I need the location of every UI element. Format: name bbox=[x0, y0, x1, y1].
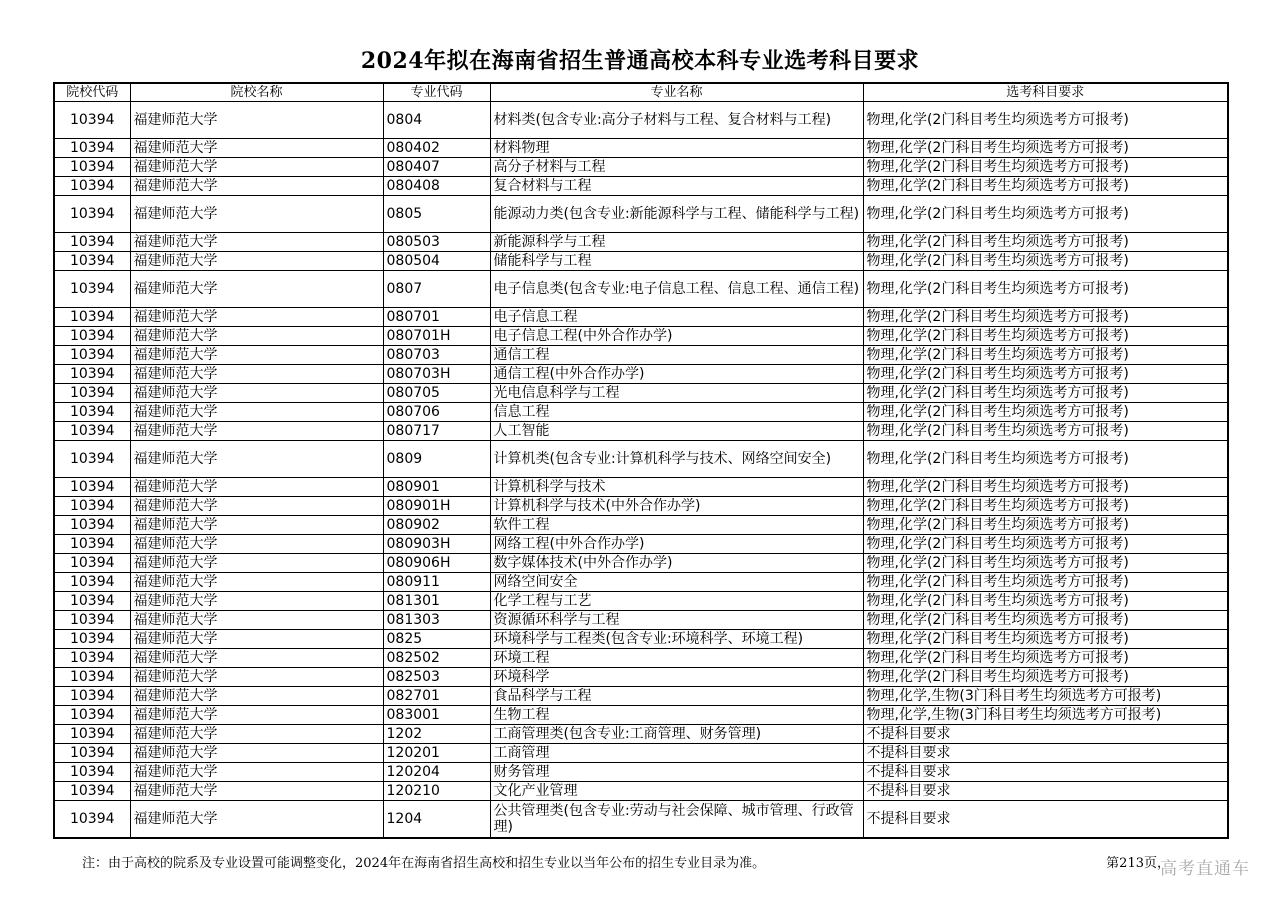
cell-school-code: 10394 bbox=[54, 725, 130, 744]
cell-school-name: 福建师范大学 bbox=[130, 365, 383, 384]
cell-subject-requirement: 物理,化学(2门科目考生均须选考方可报考) bbox=[863, 252, 1228, 271]
cell-subject-requirement: 物理,化学(2门科目考生均须选考方可报考) bbox=[863, 139, 1228, 158]
cell-school-name: 福建师范大学 bbox=[130, 516, 383, 535]
cell-major-code: 080903H bbox=[383, 535, 490, 554]
cell-school-code: 10394 bbox=[54, 668, 130, 687]
table-row bbox=[54, 611, 1228, 630]
cell-school-code: 10394 bbox=[54, 763, 130, 782]
cell-subject-requirement: 物理,化学(2门科目考生均须选考方可报考) bbox=[863, 308, 1228, 327]
table-row bbox=[54, 497, 1228, 516]
cell-school-code: 10394 bbox=[54, 497, 130, 516]
cell-subject-requirement: 物理,化学(2门科目考生均须选考方可报考) bbox=[863, 102, 1228, 139]
cell-major-code: 080408 bbox=[383, 177, 490, 196]
cell-school-name: 福建师范大学 bbox=[130, 403, 383, 422]
table-row bbox=[54, 346, 1228, 365]
cell-subject-requirement: 物理,化学(2门科目考生均须选考方可报考) bbox=[863, 196, 1228, 233]
cell-subject-requirement: 物理,化学,生物(3门科目考生均须选考方可报考) bbox=[863, 687, 1228, 706]
cell-school-code: 10394 bbox=[54, 687, 130, 706]
cell-major-name: 环境科学与工程类(包含专业:环境科学、环境工程) bbox=[490, 630, 863, 649]
cell-school-name: 福建师范大学 bbox=[130, 592, 383, 611]
cell-subject-requirement: 物理,化学(2门科目考生均须选考方可报考) bbox=[863, 516, 1228, 535]
cell-major-name: 通信工程 bbox=[490, 346, 863, 365]
cell-major-code: 082701 bbox=[383, 687, 490, 706]
table-row bbox=[54, 782, 1228, 801]
table-row bbox=[54, 308, 1228, 327]
cell-school-name: 福建师范大学 bbox=[130, 271, 383, 308]
cell-school-name: 福建师范大学 bbox=[130, 384, 383, 403]
cell-major-name: 文化产业管理 bbox=[490, 782, 863, 801]
cell-major-name: 财务管理 bbox=[490, 763, 863, 782]
cell-school-code: 10394 bbox=[54, 649, 130, 668]
cell-school-name: 福建师范大学 bbox=[130, 102, 383, 139]
cell-subject-requirement: 物理,化学(2门科目考生均须选考方可报考) bbox=[863, 554, 1228, 573]
cell-major-name: 计算机类(包含专业:计算机科学与技术、网络空间安全) bbox=[490, 441, 863, 478]
cell-major-name: 生物工程 bbox=[490, 706, 863, 725]
cell-school-name: 福建师范大学 bbox=[130, 441, 383, 478]
cell-major-name: 信息工程 bbox=[490, 403, 863, 422]
cell-major-name: 能源动力类(包含专业:新能源科学与工程、储能科学与工程) bbox=[490, 196, 863, 233]
cell-school-code: 10394 bbox=[54, 346, 130, 365]
table-row bbox=[54, 478, 1228, 497]
table-row bbox=[54, 233, 1228, 252]
cell-major-code: 080717 bbox=[383, 422, 490, 441]
cell-school-name: 福建师范大学 bbox=[130, 611, 383, 630]
cell-subject-requirement: 物理,化学(2门科目考生均须选考方可报考) bbox=[863, 441, 1228, 478]
cell-subject-requirement: 不提科目要求 bbox=[863, 801, 1228, 839]
cell-major-name: 公共管理类(包含专业:劳动与社会保障、城市管理、行政管理) bbox=[490, 801, 863, 839]
cell-major-code: 080902 bbox=[383, 516, 490, 535]
cell-school-code: 10394 bbox=[54, 782, 130, 801]
cell-subject-requirement: 物理,化学(2门科目考生均须选考方可报考) bbox=[863, 535, 1228, 554]
cell-school-name: 福建师范大学 bbox=[130, 706, 383, 725]
cell-major-code: 083001 bbox=[383, 706, 490, 725]
cell-subject-requirement: 物理,化学(2门科目考生均须选考方可报考) bbox=[863, 365, 1228, 384]
table-row bbox=[54, 441, 1228, 478]
cell-school-code: 10394 bbox=[54, 196, 130, 233]
cell-subject-requirement: 物理,化学(2门科目考生均须选考方可报考) bbox=[863, 177, 1228, 196]
cell-major-code: 080402 bbox=[383, 139, 490, 158]
cell-major-code: 0804 bbox=[383, 102, 490, 139]
cell-major-code: 082502 bbox=[383, 649, 490, 668]
cell-major-code: 080901 bbox=[383, 478, 490, 497]
cell-major-name: 工商管理 bbox=[490, 744, 863, 763]
cell-school-code: 10394 bbox=[54, 478, 130, 497]
cell-school-name: 福建师范大学 bbox=[130, 422, 383, 441]
cell-major-name: 环境科学 bbox=[490, 668, 863, 687]
cell-school-code: 10394 bbox=[54, 535, 130, 554]
cell-major-name: 资源循环科学与工程 bbox=[490, 611, 863, 630]
cell-school-code: 10394 bbox=[54, 308, 130, 327]
cell-school-code: 10394 bbox=[54, 573, 130, 592]
cell-subject-requirement: 物理,化学(2门科目考生均须选考方可报考) bbox=[863, 271, 1228, 308]
cell-major-name: 食品科学与工程 bbox=[490, 687, 863, 706]
table-row bbox=[54, 668, 1228, 687]
cell-school-code: 10394 bbox=[54, 516, 130, 535]
cell-school-code: 10394 bbox=[54, 744, 130, 763]
cell-major-code: 0809 bbox=[383, 441, 490, 478]
header-school-code: 院校代码 bbox=[54, 83, 130, 102]
table-row bbox=[54, 706, 1228, 725]
cell-subject-requirement: 物理,化学(2门科目考生均须选考方可报考) bbox=[863, 630, 1228, 649]
cell-school-code: 10394 bbox=[54, 422, 130, 441]
cell-subject-requirement: 物理,化学(2门科目考生均须选考方可报考) bbox=[863, 327, 1228, 346]
cell-major-name: 化学工程与工艺 bbox=[490, 592, 863, 611]
cell-school-code: 10394 bbox=[54, 384, 130, 403]
table-row bbox=[54, 177, 1228, 196]
cell-subject-requirement: 不提科目要求 bbox=[863, 782, 1228, 801]
table-row bbox=[54, 139, 1228, 158]
cell-major-code: 080901H bbox=[383, 497, 490, 516]
header-school-name: 院校名称 bbox=[130, 83, 383, 102]
cell-school-name: 福建师范大学 bbox=[130, 196, 383, 233]
cell-school-code: 10394 bbox=[54, 177, 130, 196]
table-row bbox=[54, 592, 1228, 611]
cell-subject-requirement: 物理,化学(2门科目考生均须选考方可报考) bbox=[863, 611, 1228, 630]
table-row bbox=[54, 744, 1228, 763]
cell-major-code: 081303 bbox=[383, 611, 490, 630]
table-header-row bbox=[54, 83, 1228, 102]
cell-major-code: 080701 bbox=[383, 308, 490, 327]
table-row bbox=[54, 725, 1228, 744]
cell-major-name: 计算机科学与技术(中外合作办学) bbox=[490, 497, 863, 516]
cell-school-name: 福建师范大学 bbox=[130, 801, 383, 839]
cell-school-code: 10394 bbox=[54, 158, 130, 177]
cell-major-code: 0807 bbox=[383, 271, 490, 308]
table-row bbox=[54, 158, 1228, 177]
table-row bbox=[54, 516, 1228, 535]
cell-major-name: 高分子材料与工程 bbox=[490, 158, 863, 177]
cell-subject-requirement: 物理,化学(2门科目考生均须选考方可报考) bbox=[863, 346, 1228, 365]
cell-subject-requirement: 物理,化学(2门科目考生均须选考方可报考) bbox=[863, 592, 1228, 611]
cell-school-code: 10394 bbox=[54, 630, 130, 649]
table-row bbox=[54, 365, 1228, 384]
footnote: 注：由于高校的院系及专业设置可能调整变化，2024年在海南省招生高校和招生专业以当年公布的招生专业目录为准。 bbox=[82, 856, 766, 871]
table-row bbox=[54, 535, 1228, 554]
cell-major-code: 0825 bbox=[383, 630, 490, 649]
requirements-table-container bbox=[53, 82, 1227, 839]
cell-major-code: 081301 bbox=[383, 592, 490, 611]
cell-major-code: 120204 bbox=[383, 763, 490, 782]
cell-subject-requirement: 物理,化学(2门科目考生均须选考方可报考) bbox=[863, 233, 1228, 252]
cell-major-code: 1202 bbox=[383, 725, 490, 744]
cell-school-name: 福建师范大学 bbox=[130, 233, 383, 252]
cell-school-name: 福建师范大学 bbox=[130, 252, 383, 271]
cell-major-name: 电子信息类(包含专业:电子信息工程、信息工程、通信工程) bbox=[490, 271, 863, 308]
cell-school-name: 福建师范大学 bbox=[130, 630, 383, 649]
cell-school-name: 福建师范大学 bbox=[130, 782, 383, 801]
table-row bbox=[54, 630, 1228, 649]
cell-major-name: 通信工程(中外合作办学) bbox=[490, 365, 863, 384]
cell-subject-requirement: 物理,化学(2门科目考生均须选考方可报考) bbox=[863, 384, 1228, 403]
cell-major-code: 080703H bbox=[383, 365, 490, 384]
cell-school-name: 福建师范大学 bbox=[130, 668, 383, 687]
cell-school-code: 10394 bbox=[54, 592, 130, 611]
table-row bbox=[54, 554, 1228, 573]
cell-major-code: 080706 bbox=[383, 403, 490, 422]
cell-school-code: 10394 bbox=[54, 233, 130, 252]
cell-subject-requirement: 不提科目要求 bbox=[863, 744, 1228, 763]
cell-major-name: 工商管理类(包含专业:工商管理、财务管理) bbox=[490, 725, 863, 744]
cell-school-code: 10394 bbox=[54, 139, 130, 158]
cell-school-name: 福建师范大学 bbox=[130, 346, 383, 365]
cell-school-name: 福建师范大学 bbox=[130, 497, 383, 516]
table-row bbox=[54, 327, 1228, 346]
cell-school-name: 福建师范大学 bbox=[130, 535, 383, 554]
table-row bbox=[54, 801, 1228, 839]
cell-major-code: 080703 bbox=[383, 346, 490, 365]
cell-school-name: 福建师范大学 bbox=[130, 554, 383, 573]
cell-subject-requirement: 物理,化学(2门科目考生均须选考方可报考) bbox=[863, 478, 1228, 497]
cell-school-code: 10394 bbox=[54, 554, 130, 573]
cell-school-code: 10394 bbox=[54, 611, 130, 630]
cell-school-code: 10394 bbox=[54, 271, 130, 308]
cell-major-code: 080906H bbox=[383, 554, 490, 573]
cell-major-code: 080407 bbox=[383, 158, 490, 177]
watermark-logo: 高考直通车 bbox=[1160, 859, 1250, 879]
cell-major-name: 电子信息工程 bbox=[490, 308, 863, 327]
table-row bbox=[54, 271, 1228, 308]
cell-major-code: 080503 bbox=[383, 233, 490, 252]
cell-school-name: 福建师范大学 bbox=[130, 177, 383, 196]
cell-school-name: 福建师范大学 bbox=[130, 327, 383, 346]
cell-major-code: 080705 bbox=[383, 384, 490, 403]
cell-major-code: 080911 bbox=[383, 573, 490, 592]
cell-major-name: 储能科学与工程 bbox=[490, 252, 863, 271]
header-subject-requirement: 选考科目要求 bbox=[863, 83, 1228, 102]
cell-subject-requirement: 物理,化学(2门科目考生均须选考方可报考) bbox=[863, 403, 1228, 422]
requirements-table bbox=[53, 82, 1229, 839]
table-row bbox=[54, 403, 1228, 422]
cell-subject-requirement: 物理,化学(2门科目考生均须选考方可报考) bbox=[863, 497, 1228, 516]
header-major-name: 专业名称 bbox=[490, 83, 863, 102]
cell-school-name: 福建师范大学 bbox=[130, 687, 383, 706]
table-row bbox=[54, 649, 1228, 668]
table-row bbox=[54, 252, 1228, 271]
cell-school-code: 10394 bbox=[54, 441, 130, 478]
cell-school-name: 福建师范大学 bbox=[130, 308, 383, 327]
cell-school-name: 福建师范大学 bbox=[130, 573, 383, 592]
cell-school-code: 10394 bbox=[54, 706, 130, 725]
cell-major-name: 光电信息科学与工程 bbox=[490, 384, 863, 403]
cell-school-code: 10394 bbox=[54, 365, 130, 384]
cell-major-name: 数字媒体技术(中外合作办学) bbox=[490, 554, 863, 573]
cell-major-name: 网络空间安全 bbox=[490, 573, 863, 592]
cell-subject-requirement: 物理,化学(2门科目考生均须选考方可报考) bbox=[863, 573, 1228, 592]
cell-school-name: 福建师范大学 bbox=[130, 139, 383, 158]
table-row bbox=[54, 687, 1228, 706]
cell-school-name: 福建师范大学 bbox=[130, 649, 383, 668]
cell-major-name: 材料类(包含专业:高分子材料与工程、复合材料与工程) bbox=[490, 102, 863, 139]
table-row bbox=[54, 573, 1228, 592]
header-major-code: 专业代码 bbox=[383, 83, 490, 102]
cell-school-name: 福建师范大学 bbox=[130, 725, 383, 744]
cell-subject-requirement: 不提科目要求 bbox=[863, 763, 1228, 782]
table-row bbox=[54, 384, 1228, 403]
cell-major-name: 计算机科学与技术 bbox=[490, 478, 863, 497]
cell-school-code: 10394 bbox=[54, 327, 130, 346]
cell-major-code: 082503 bbox=[383, 668, 490, 687]
page-title: 2024年拟在海南省招生普通高校本科专业选考科目要求 bbox=[360, 48, 920, 74]
cell-major-code: 120201 bbox=[383, 744, 490, 763]
cell-major-code: 120210 bbox=[383, 782, 490, 801]
cell-school-code: 10394 bbox=[54, 102, 130, 139]
cell-school-name: 福建师范大学 bbox=[130, 158, 383, 177]
cell-subject-requirement: 物理,化学(2门科目考生均须选考方可报考) bbox=[863, 668, 1228, 687]
cell-major-name: 材料物理 bbox=[490, 139, 863, 158]
cell-school-code: 10394 bbox=[54, 403, 130, 422]
cell-major-name: 人工智能 bbox=[490, 422, 863, 441]
table-row bbox=[54, 102, 1228, 139]
table-row bbox=[54, 422, 1228, 441]
cell-major-name: 新能源科学与工程 bbox=[490, 233, 863, 252]
cell-subject-requirement: 不提科目要求 bbox=[863, 725, 1228, 744]
cell-school-name: 福建师范大学 bbox=[130, 763, 383, 782]
cell-major-name: 电子信息工程(中外合作办学) bbox=[490, 327, 863, 346]
cell-subject-requirement: 物理,化学(2门科目考生均须选考方可报考) bbox=[863, 649, 1228, 668]
cell-major-code: 080504 bbox=[383, 252, 490, 271]
table-body bbox=[54, 102, 1228, 839]
cell-major-name: 软件工程 bbox=[490, 516, 863, 535]
cell-major-code: 1204 bbox=[383, 801, 490, 839]
cell-school-code: 10394 bbox=[54, 801, 130, 839]
cell-major-code: 080701H bbox=[383, 327, 490, 346]
cell-subject-requirement: 物理,化学,生物(3门科目考生均须选考方可报考) bbox=[863, 706, 1228, 725]
cell-subject-requirement: 物理,化学(2门科目考生均须选考方可报考) bbox=[863, 422, 1228, 441]
cell-school-name: 福建师范大学 bbox=[130, 744, 383, 763]
page-number: 第213页， bbox=[1106, 856, 1170, 871]
cell-school-code: 10394 bbox=[54, 252, 130, 271]
cell-major-name: 环境工程 bbox=[490, 649, 863, 668]
cell-major-name: 网络工程(中外合作办学) bbox=[490, 535, 863, 554]
table-row bbox=[54, 763, 1228, 782]
cell-major-name: 复合材料与工程 bbox=[490, 177, 863, 196]
cell-school-name: 福建师范大学 bbox=[130, 478, 383, 497]
cell-subject-requirement: 物理,化学(2门科目考生均须选考方可报考) bbox=[863, 158, 1228, 177]
table-row bbox=[54, 196, 1228, 233]
cell-major-code: 0805 bbox=[383, 196, 490, 233]
